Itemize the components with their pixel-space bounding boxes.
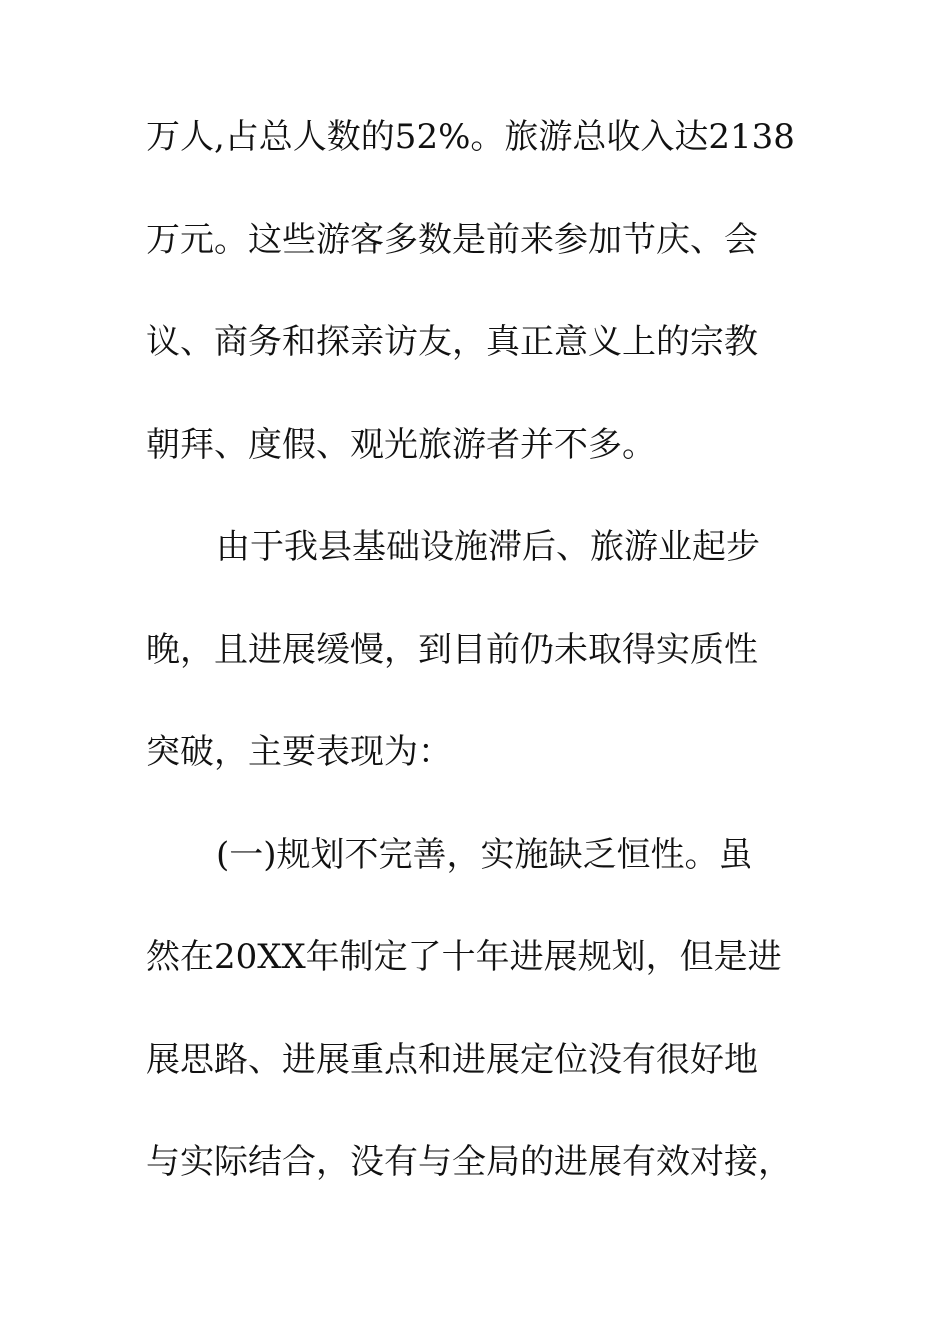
text-line: 由于我县基础设施滞后、旅游业起步 [216, 527, 760, 567]
text-line: (一)规划不完善，实施缺乏恒性。虽 [216, 834, 753, 875]
text-line: 展思路、进展重点和进展定位没有很好地 [146, 1039, 758, 1080]
paragraph [146, 527, 806, 772]
text-line: 晚，且进展缓慢，到目前仍未取得实质性 [146, 629, 758, 670]
text-line: 然在20XX年制定了十年进展规划，但是进 [146, 937, 782, 977]
text-line: 朝拜、度假、观光旅游者并不多。 [146, 424, 656, 465]
text-line: 与实际结合，没有与全局的进展有效对接， [146, 1142, 792, 1182]
text-line: 突破，主要表现为： [146, 732, 452, 772]
paragraph [146, 117, 806, 465]
text-line: 万人,占总人数的52%。旅游总收入达2138 [146, 117, 795, 157]
document-body [146, 117, 806, 1248]
text-line: 万元。这些游客多数是前来参加节庆、会 [146, 219, 758, 260]
text-line: 议、商务和探亲访友，真正意义上的宗教 [146, 322, 758, 362]
paragraph [146, 834, 806, 1182]
